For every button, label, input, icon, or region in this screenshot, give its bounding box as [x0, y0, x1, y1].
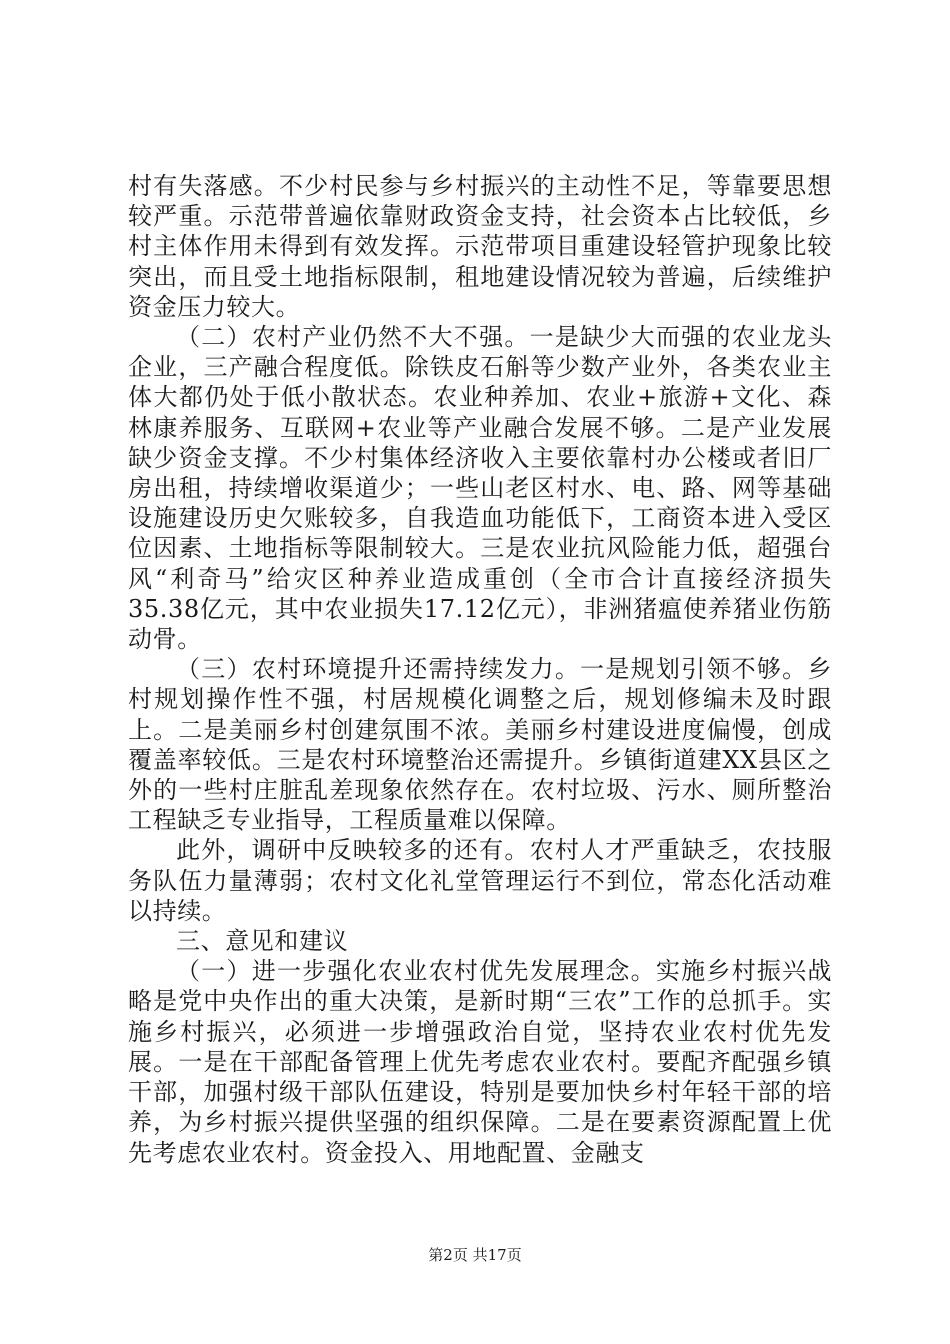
- paragraph-5: （一）进一步强化农业农村优先发展理念。实施乡村振兴战略是党中央作出的重大决策，是新时期“三农”工作的总抓手。实施乡村振兴，必须进一步增强政治自觉，坚持农业农村优先发展。一是在干部配备管理上优先考虑农业农村。要配齐配强乡镇干部，加强村级干部队伍建设，特别是要加快乡村年轻干部的培养，为乡村振兴提供坚强的组织保障。二是在要素资源配置上优先考虑农业农村。资金投入、用地配置、金融支: [128, 957, 832, 1167]
- section-heading: 三、意见和建议: [176, 927, 349, 956]
- page-number: 第2页 共17页: [428, 1246, 522, 1264]
- document-body: [128, 171, 832, 1168]
- paragraph-1: 村有失落感。不少村民参与乡村振兴的主动性不足，等靠要思想较严重。示范带普遍依靠财政资金支持，社会资本占比较低，乡村主体作用未得到有效发挥。示范带项目重建设轻管护现象比较突出，而且受土地指标限制，租地建设情况较为普遍，后续维护资金压力较大。: [128, 172, 832, 321]
- paragraph-4: 此外，调研中反映较多的还有。农村人才严重缺乏，农技服务队伍力量薄弱；农村文化礼堂管理运行不到位，常态化活动难以持续。: [128, 836, 832, 925]
- paragraph-2: （二）农村产业仍然不大不强。一是缺少大而强的农业龙头企业，三产融合程度低。除铁皮石斛等少数产业外，各类农业主体大都仍处于低小散状态。农业种养加、农业+旅游+文化、森林康养服务、互联网+农业等产业融合发展不够。二是产业发展缺少资金支撑。不少村集体经济收入主要依靠村办公楼或者旧厂房出租，持续增收渠道少；一些山老区村水、电、路、网等基础设施建设历史欠账较多，自我造血功能低下，工商资本进入受区位因素、土地指标等限制较大。三是农业抗风险能力低，超强台风“利奇马”给灾区种养业造成重创（全市合计直接经济损失35.38亿元，其中农业损失17.12亿元），非洲猪瘟使养猪业伤筋动骨。: [128, 323, 832, 654]
- paragraph-3: （三）农村环境提升还需持续发力。一是规划引领不够。乡村规划操作性不强，村居规模化调整之后，规划修编未及时跟上。二是美丽乡村创建氛围不浓。美丽乡村建设进度偏慢，创成覆盖率较低。三是农村环境整治还需提升。乡镇街道建XX县区之外的一些村庄脏乱差现象依然存在。农村垃圾、污水、厕所整治工程缺乏专业指导，工程质量难以保障。: [128, 655, 832, 835]
